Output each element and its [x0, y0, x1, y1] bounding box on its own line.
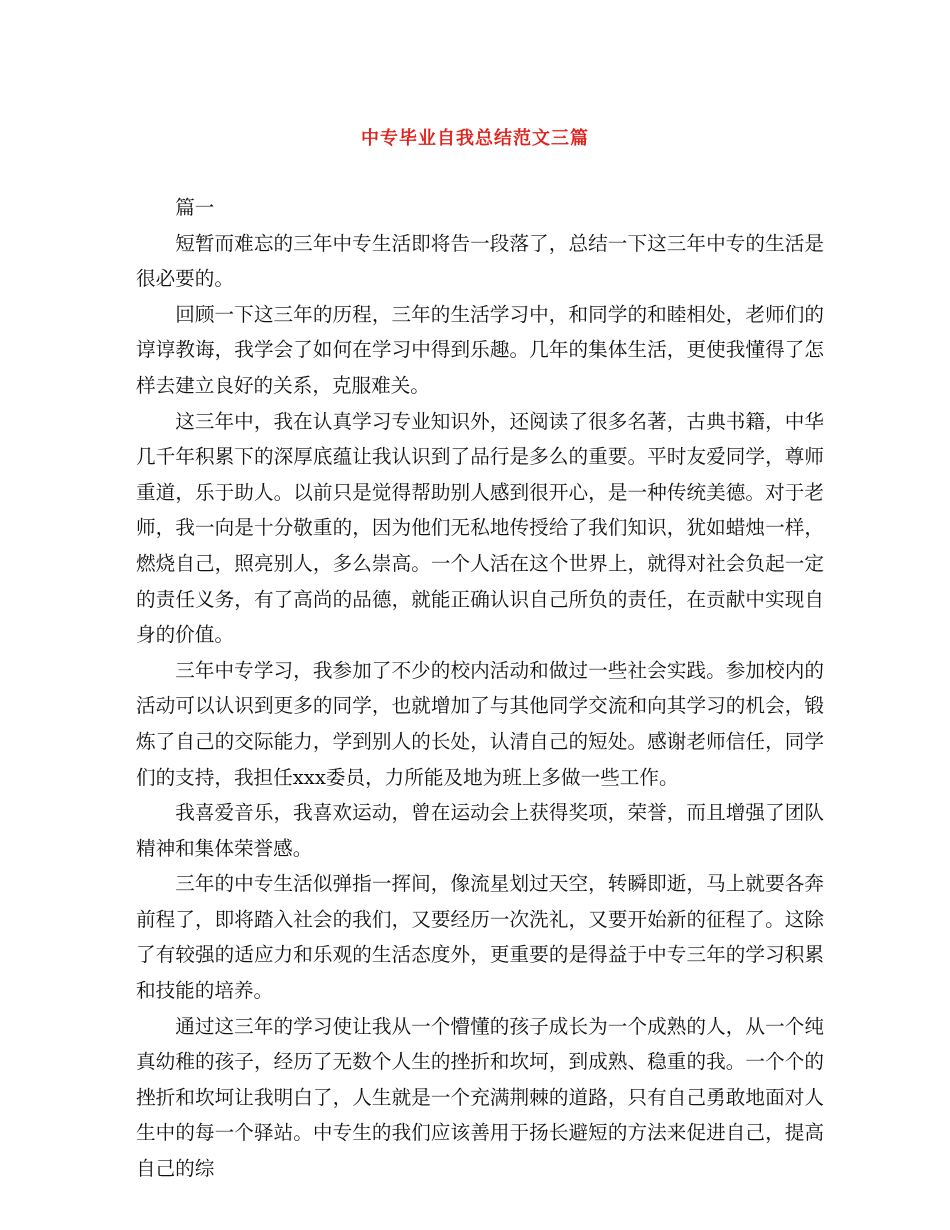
document-title: 中专毕业自我总结范文三篇	[361, 128, 589, 149]
section-heading: 篇一	[175, 196, 215, 219]
paragraph: 三年的中专生活似弹指一挥间，像流星划过天空，转瞬即逝，马上就要各奔前程了，即将踏入社会的我们，又要经历一次洗礼，又要开始新的征程了。这除了有较强的适应力和乐观的生活态度外，更重要的是得益于中专三年的学习积累和技能的培养。	[136, 872, 824, 1003]
paragraph: 我喜爱音乐，我喜欢运动，曾在运动会上获得奖项，荣誉，而且增强了团队精神和集体荣誉感。	[136, 801, 824, 860]
paragraph: 短暂而难忘的三年中专生活即将告一段落了，总结一下这三年中专的生活是很必要的。	[136, 231, 824, 291]
document-body	[136, 190, 824, 1187]
paragraph: 三年中专学习，我参加了不少的校内活动和做过一些社会实践。参加校内的活动可以认识到更多的同学，也就增加了与其他同学交流和向其学习的机会，锻炼了自己的交际能力，学到别人的长处，认清自己的短处。感谢老师信任，同学们的支持，我担任xxx委员，力所能及地为班上多做一些工作。	[136, 658, 824, 789]
paragraph: 回顾一下这三年的历程，三年的生活学习中，和同学的和睦相处，老师们的谆谆教诲，我学会了如何在学习中得到乐趣。几年的集体生活，更使我懂得了怎样去建立良好的关系，克服难关。	[136, 302, 824, 397]
paragraph: 这三年中，我在认真学习专业知识外，还阅读了很多名著，古典书籍，中华几千年积累下的深厚底蕴让我认识到了品行是多么的重要。平时友爱同学，尊师重道，乐于助人。以前只是觉得帮助别人感到很开心，是一种传统美德。对于老师，我一向是十分敬重的，因为他们无私地传授给了我们知识，犹如蜡烛一样，燃烧自己，照亮别人，多么崇高。一个人活在这个世界上，就得对社会负起一定的责任义务，有了高尚的品德，就能正确认识自己所负的责任，在贡献中实现自身的价值。	[136, 409, 824, 647]
paragraph: 通过这三年的学习使让我从一个懵懂的孩子成长为一个成熟的人，从一个纯真幼稚的孩子，经历了无数个人生的挫折和坎坷，到成熟、稳重的我。一个个的挫折和坎坷让我明白了，人生就是一个充满荆棘的道路，只有自己勇敢地面对人生中的每一个驿站。中专生的我们应该善用于扬长避短的方法来促进自己，提高自己的综	[136, 1014, 824, 1181]
